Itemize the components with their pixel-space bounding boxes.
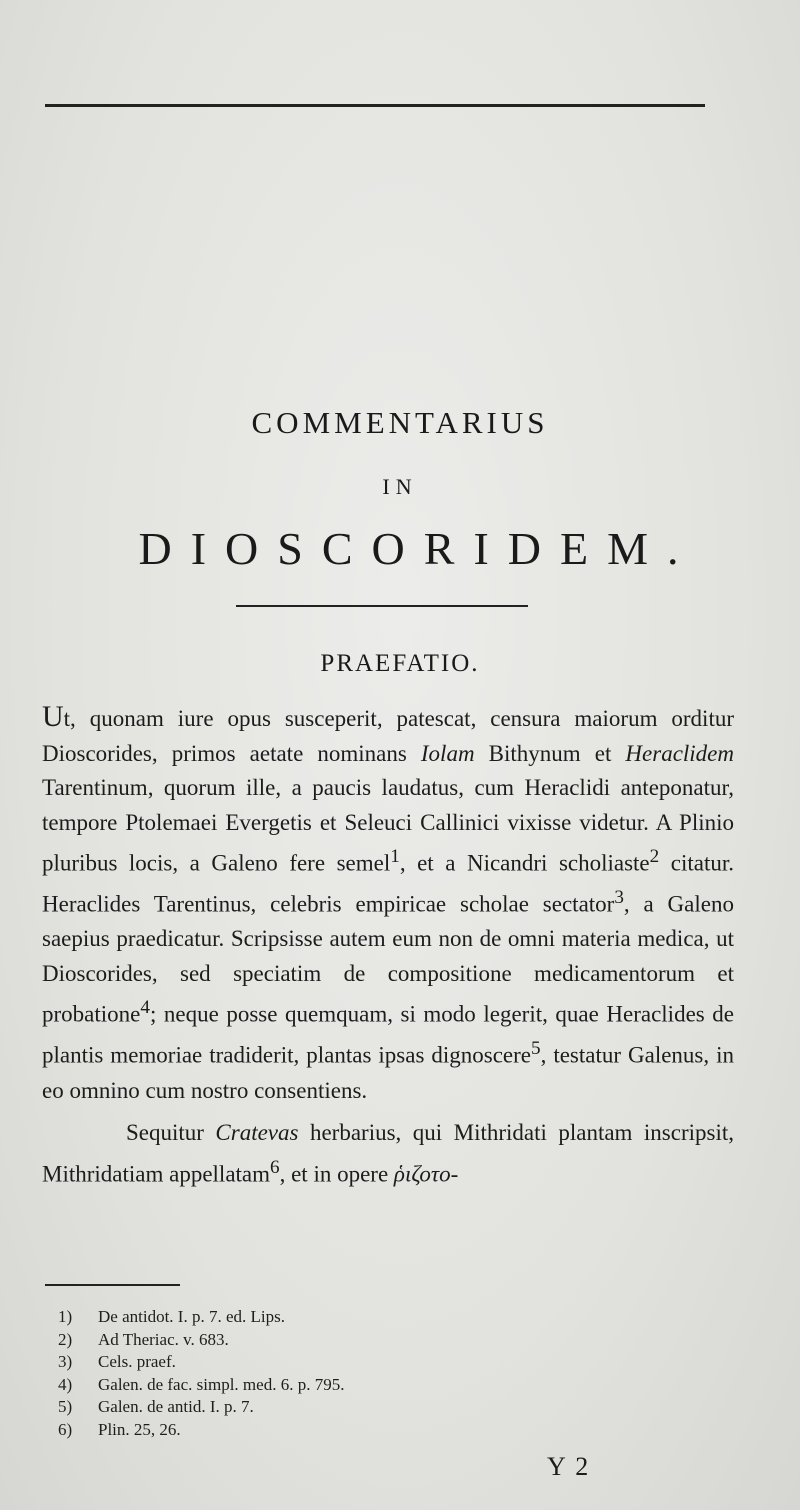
footnote-ref: 4 [140,997,150,1019]
footnote-number: 3) [58,1352,73,1371]
greek-word: ῥιζοτο- [393,1161,459,1187]
header-rule [45,104,705,107]
footnote-text: Cels. praef. [98,1352,176,1371]
footnote-text: De antidot. I. p. 7. ed. Lips. [98,1307,285,1326]
footnote-ref: 6 [270,1156,280,1178]
italic-name: Iolam [420,740,475,766]
footnote [58,1306,658,1329]
footnote [58,1374,658,1397]
footnote-text: Galen. de fac. simpl. med. 6. p. 795. [98,1374,345,1394]
title-in: IN [382,474,418,499]
footnote-number: 2) [58,1329,73,1349]
text-run: , a Galeno saepius praedicatur. Scripsisse autem eum non de omni materia medica, ut Dioscorides, sed speciatim de compositione medicamentorum et probatione [42,891,734,1027]
text-run: Sequitur [126,1120,216,1146]
footnote-number: 5) [58,1397,73,1416]
italic-name: Heraclidem [625,740,734,766]
footnote-number: 6) [58,1419,73,1439]
footnote-ref: 3 [614,887,624,909]
footnote-ref: 2 [649,846,660,867]
title-rule [236,605,528,607]
footnote-text: Galen. de antid. I. p. 7. [98,1397,254,1416]
paragraph [42,700,734,1108]
text-run: Bithynum et [474,740,626,766]
paragraph [42,1116,734,1192]
text-run: herbarius, qui Mithridati plantam inscripsit, Mithridatiam appellatam [42,1120,734,1187]
text-run: citatur. Heraclides Tarentinus, celebris empiricae scholae sectator [42,850,734,917]
signature-mark: Y 2 [547,1452,591,1481]
footnote-text: Ad Theriac. v. 683. [98,1329,229,1349]
footnote [58,1351,658,1374]
footnotes [58,1306,658,1441]
text-run: Tarentinum, quorum ille, a paucis laudatus, cum Heraclidi anteponatur, tempore Ptolemaei Evergetis et Seleuci Callinici vixisse videtur. A Plinio pluribus locis, a Galeno fere semel [42,775,734,876]
title: COMMENTARIUS [251,405,549,440]
text-run: , testatur Galenus, in eo omnino cum nostro consentiens. [42,1043,734,1103]
footnote-text: Plin. 25, 26. [98,1419,181,1439]
text-run: Ut, quonam iure opus susceperit, patescat, censura maiorum orditur Dioscorides, primos aetate nominans [42,700,734,766]
footnote [58,1419,658,1442]
text-run: , et a Nicandri scholiaste [399,850,650,876]
footnote-ref: 5 [531,1038,541,1060]
italic-name: Cratevas [215,1120,299,1146]
footnote [58,1396,658,1419]
footnote-number: 1) [58,1307,73,1326]
footnote-number: 4) [58,1374,73,1394]
footnote [58,1329,658,1352]
body-text [42,700,734,1192]
footnote-rule [45,1284,180,1286]
section-heading: PRAEFATIO. [320,650,480,677]
text-run: , et in opere [279,1161,394,1187]
text-run: ; neque posse quemquam, si modo legerit, quae Heraclides de plantis memoriae tradiderit, plantas ipsas dignoscere [42,1001,734,1069]
footnote-ref: 1 [390,846,400,867]
title-subject: DIOSCORIDEM. [138,523,698,574]
